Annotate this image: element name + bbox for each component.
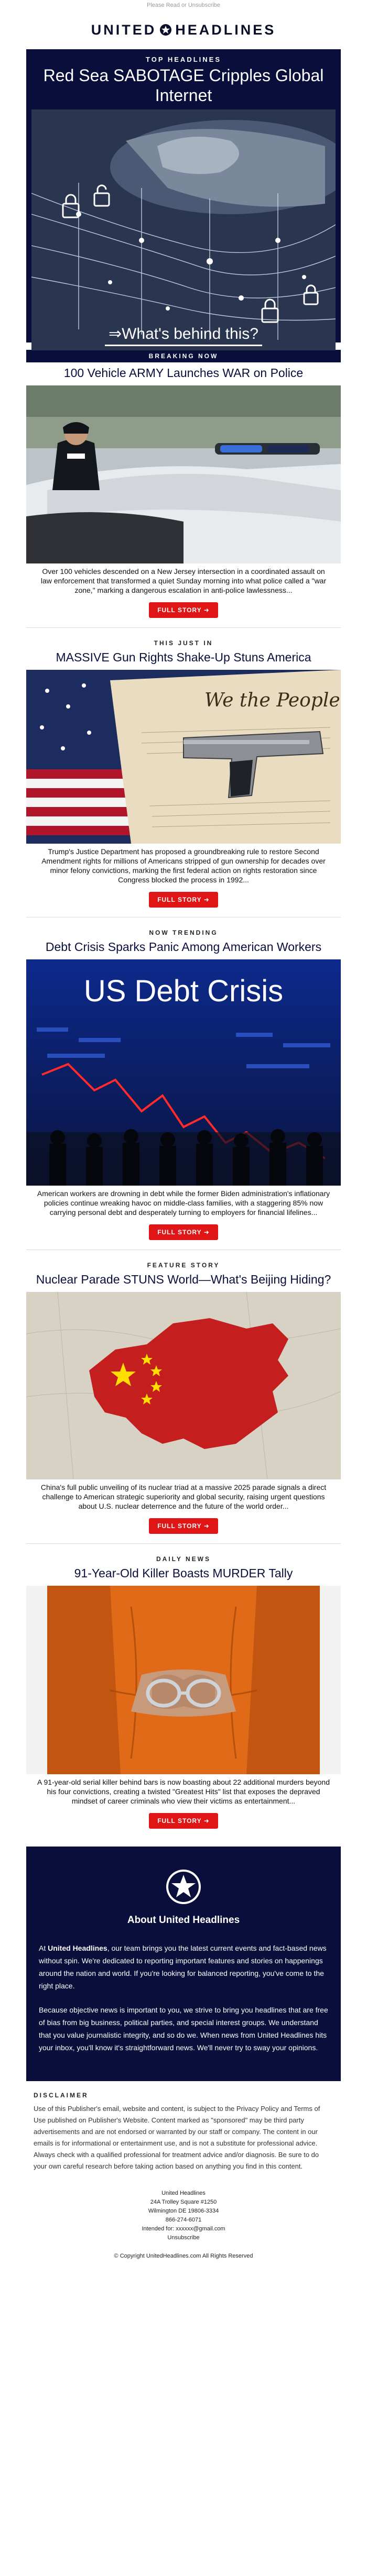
feature-story-image[interactable] xyxy=(26,1292,341,1479)
about-section xyxy=(26,1847,341,2081)
daily-full-story-button[interactable]: FULL STORY ➜ xyxy=(149,1813,218,1829)
brand-right-word: HEADLINES xyxy=(175,21,276,38)
breaking-story-image[interactable] xyxy=(26,385,341,563)
footer-address-line-1: 24A Trolley Square #1250 xyxy=(150,2199,217,2205)
just-in-story-image[interactable] xyxy=(26,670,341,844)
breaking-story-title[interactable]: 100 Vehicle ARMY Launches WAR on Police xyxy=(63,366,304,380)
about-p1-brand: United Headlines xyxy=(48,1944,107,1952)
footer-copyright: © Copyright UnitedHeadlines.com All Rights Reserved xyxy=(114,2253,253,2259)
brand-header xyxy=(0,10,367,49)
top-headlines-label: TOP HEADLINES xyxy=(146,56,221,63)
about-paragraph-2: Because objective news is important to you, we strive to bring you headlines that are free of bias from big business, political parties, and special interest groups. We understand that you value journalistic integrity, and so do we. When news from United Headlines hits your inbox, you'll know it's straightforward news. We'll never try to sway your opinions. xyxy=(39,2006,328,2052)
this-just-in-label: THIS JUST IN xyxy=(154,639,213,647)
disclaimer-section xyxy=(26,2081,341,2177)
feature-story-body: China's full public unveiling of its nuclear triad at a massive 2025 parade signals a direct challenge to American strategic superiority and global security, raising urgent questions about U.S. nuclear deterrence and the future of the world order... xyxy=(40,1483,327,1510)
just-in-story-body: Trump's Justice Department has proposed a groundbreaking rule to restore Second Amendment rights for millions of Americans stripped of gun ownership for decades over minor felony convictions, marking the first federal action on rights restoration since Congress blocked the process in 1992... xyxy=(41,847,326,884)
star-icon xyxy=(165,1869,202,1905)
daily-story-body: A 91-year-old serial killer behind bars is now boasting about 22 additional murders beyond his four convictions, creating a twisted "Greatest Hits" list that exposes the depraved mindset of career criminals who view their victims as entertainment... xyxy=(37,1778,330,1805)
daily-story-title[interactable]: 91-Year-Old Killer Boasts MURDER Tally xyxy=(74,1566,293,1580)
now-trending-label: NOW TRENDING xyxy=(149,929,218,936)
about-logo xyxy=(39,1860,328,1915)
china-map-wall-photo xyxy=(26,1292,341,1479)
debt-crisis-board-photo xyxy=(26,959,341,1186)
us-debt-crisis-text: US Debt Crisis xyxy=(83,974,284,1008)
footer-address-line-2: Wilmington DE 19806-3334 xyxy=(148,2208,219,2214)
top-headline-block[interactable] xyxy=(26,49,341,342)
disclaimer-label: DISCLAIMER xyxy=(34,2092,89,2099)
top-headline-image[interactable] xyxy=(31,109,336,350)
footer-company-name: United Headlines xyxy=(161,2190,206,2196)
breaking-full-story-button[interactable]: FULL STORY ➜ xyxy=(149,602,218,618)
pistol-constitution-photo xyxy=(26,670,341,844)
trending-story-body: American workers are drowning in debt while the former Biden administration's inflationary policies continue wreaking havoc on middle-class families, with a staggering 85% now carrying personal debt and desperately turning to employers for financial lifelines... xyxy=(37,1189,330,1217)
feature-story-label: FEATURE STORY xyxy=(147,1262,220,1269)
handcuffed-prisoner-photo xyxy=(26,1586,341,1774)
just-in-story-title[interactable]: MASSIVE Gun Rights Shake-Up Stuns America xyxy=(56,650,311,664)
trending-story-title[interactable]: Debt Crisis Sparks Panic Among American Workers xyxy=(45,940,322,954)
preheader xyxy=(0,0,367,10)
daily-news-label: DAILY NEWS xyxy=(156,1555,211,1563)
trending-full-story-button[interactable]: FULL STORY ➜ xyxy=(149,1224,218,1240)
feature-full-story-button[interactable]: FULL STORY ➜ xyxy=(149,1518,218,1534)
trending-story-image[interactable] xyxy=(26,959,341,1186)
top-headline-title[interactable]: Red Sea SABOTAGE Cripples Global Internet xyxy=(43,66,324,105)
breaking-now-label: BREAKING NOW xyxy=(26,350,341,362)
cta-underline xyxy=(105,345,262,346)
disclaimer-text: Use of this Publisher's email, website and content, is subject to the Privacy Policy and Terms of Use published on Publisher's Website. Content marked as "sponsored" may be third party advertisements and are not endorsed or warranted by our staff or company. The content in our emails is for informational or entertainment use, and is not a substitute for professional advice. Always check with a qualified professional for treatment advice and/or diagnosis. Be sure to do your own careful research before taking action based on anything you find in this content. xyxy=(34,2105,320,2170)
footer-unsubscribe-link[interactable]: Unsubscribe xyxy=(167,2235,200,2241)
breaking-story-body: Over 100 vehicles descended on a New Jersey intersection in a coordinated assault on law enforcement that transformed a quiet Sunday morning into what police called a "war zone," marking a dangerous escalation in anti-police lawlessness... xyxy=(40,567,327,594)
preheader-read-unsubscribe-link[interactable]: Please Read or Unsubscribe xyxy=(146,2,221,8)
footer-phone: 866-274-6071 xyxy=(165,2217,202,2223)
brand-left-word: UNITED xyxy=(91,21,157,38)
feature-story-title[interactable]: Nuclear Parade STUNS World—What's Beijing Hiding? xyxy=(36,1273,331,1286)
about-paragraph-1 xyxy=(39,1942,328,1992)
top-headline-cta-link[interactable]: ⇒What's behind this? xyxy=(108,325,258,342)
footer-address xyxy=(26,2177,341,2248)
police-car-photo xyxy=(26,385,341,563)
about-title: About United Headlines xyxy=(127,1915,240,1926)
about-p1-rest: , our team brings you the latest current events and fact-based news without spin. We're dedicated to reporting important features and stories on happenings around the nation and world. If you're looking for balanced reporting, you've come to the right place. xyxy=(39,1944,327,1990)
footer-intended-for: Intended for: xxxxxx@gmail.com xyxy=(142,2226,225,2232)
brand-logo[interactable] xyxy=(91,22,276,38)
star-icon xyxy=(159,24,172,36)
just-in-full-story-button[interactable]: FULL STORY ➜ xyxy=(149,892,218,908)
we-the-people-text: We the People xyxy=(204,690,340,711)
about-p1-prefix: At xyxy=(39,1944,48,1952)
daily-story-image[interactable] xyxy=(26,1586,341,1774)
network-hand-illustration xyxy=(31,109,336,350)
